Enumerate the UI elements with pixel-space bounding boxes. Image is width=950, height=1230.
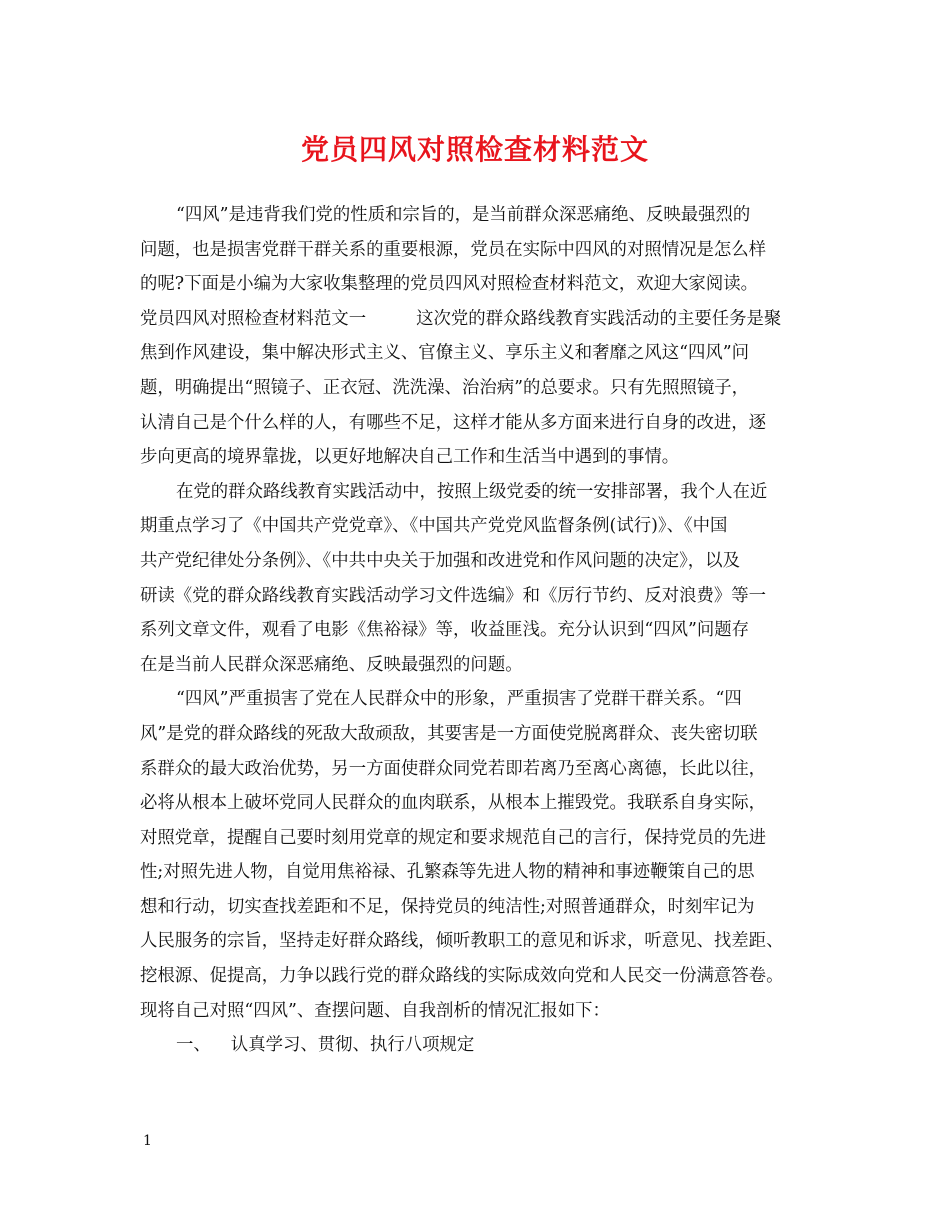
- paragraph-line: 在是当前人民群众深恶痛绝、反映最强烈的问题。: [140, 654, 523, 675]
- paragraph-line: 的呢?下面是小编为大家收集整理的党员四风对照检查材料范文，欢迎大家阅读。: [140, 274, 758, 295]
- section-heading-line: [140, 1028, 808, 1063]
- section-heading: 党员四风对照检查材料范文一: [140, 308, 367, 329]
- paragraph-line: 现将自己对照“四风”、查摆问题、自我剖析的情况汇报如下：: [140, 1000, 610, 1021]
- paragraph-line: 研读《党的群众路线教育实践活动学习文件选编》和《厉行节约、反对浪费》等一: [140, 585, 767, 606]
- paragraph-line: 对照党章，提醒自己要时刻用党章的规定和要求规范自己的言行，保持党员的先进: [140, 827, 767, 848]
- paragraph-line: “四风”严重损害了党在人民群众中的形象，严重损害了党群干群关系。“四: [176, 689, 742, 710]
- paragraph-line: 步向更高的境界靠拢，以更好地解决自己工作和生活当中遇到的事情。: [140, 447, 680, 468]
- paragraph-line: [140, 302, 808, 337]
- paragraph-line: 期重点学习了《中国共产党党章》、《中国共产党党风监督条例(试行)》、《中国: [140, 516, 728, 537]
- paragraph-line: 性;对照先进人物，自觉用焦裕禄、孔繁森等先进人物的精神和事迹鞭策自己的思: [140, 862, 755, 883]
- paragraph-line: 共产党纪律处分条例》、《中共中央关于加强和改进党和作风问题的决定》，以及: [140, 550, 740, 571]
- paragraph-line: 想和行动，切实查找差距和不足，保持党员的纯洁性;对照普通群众，时刻牢记为: [140, 896, 755, 917]
- paragraph-line: 在党的群众路线教育实践活动中，按照上级党委的统一安排部署，我个人在近: [176, 481, 768, 502]
- paragraph-line: 题，明确提出“照镜子、正衣冠、洗洗澡、治治病”的总要求。只有先照照镜子，: [140, 377, 750, 398]
- section-number: 一、: [176, 1035, 211, 1056]
- paragraph-line: “四风”是违背我们党的性质和宗旨的，是当前群众深恶痛绝、反映最强烈的: [176, 205, 751, 225]
- paragraph-line: 焦到作风建设，集中解决形式主义、官僚主义、享乐主义和奢靡之风这“四风”问: [140, 343, 750, 364]
- paragraph-text: 这次党的群众路线教育实践活动的主要任务是聚: [416, 308, 782, 329]
- paragraph-line: 系列文章文件，观看了电影《焦裕禄》等，收益匪浅。充分认识到“四风”问题存: [140, 620, 750, 641]
- paragraph-line: 人民服务的宗旨，坚持走好群众路线，倾听教职工的意见和诉求，听意见、找差距、: [140, 931, 784, 952]
- paragraph-line: 挖根源、促提高，力争以践行党的群众路线的实际成效向党和人民交一份满意答卷。: [140, 966, 784, 987]
- document-title: 党员四风对照检查材料范文: [300, 133, 649, 166]
- paragraph-line: 风”是党的群众路线的死敌大敌顽敌，其要害是一方面使党脱离群众、丧失密切联: [140, 723, 758, 744]
- page-number: 1: [143, 1133, 152, 1149]
- section-heading: 认真学习、贯彻、执行八项规定: [230, 1035, 475, 1056]
- paragraph-line: 必将从根本上破坏党同人民群众的血肉联系，从根本上摧毁党。我联系自身实际，: [140, 793, 767, 814]
- paragraph-line: 问题，也是损害党群干群关系的重要根源，党员在实际中四风的对照情况是怎么样: [140, 239, 767, 260]
- paragraph-line: 认清自己是个什么样的人，有哪些不足，这样才能从多方面来进行自身的改进，逐: [140, 412, 767, 433]
- paragraph-line: 系群众的最大政治优势，另一方面使群众同党若即若离乃至离心离德，长此以往，: [140, 758, 767, 779]
- document-body: [140, 198, 808, 1063]
